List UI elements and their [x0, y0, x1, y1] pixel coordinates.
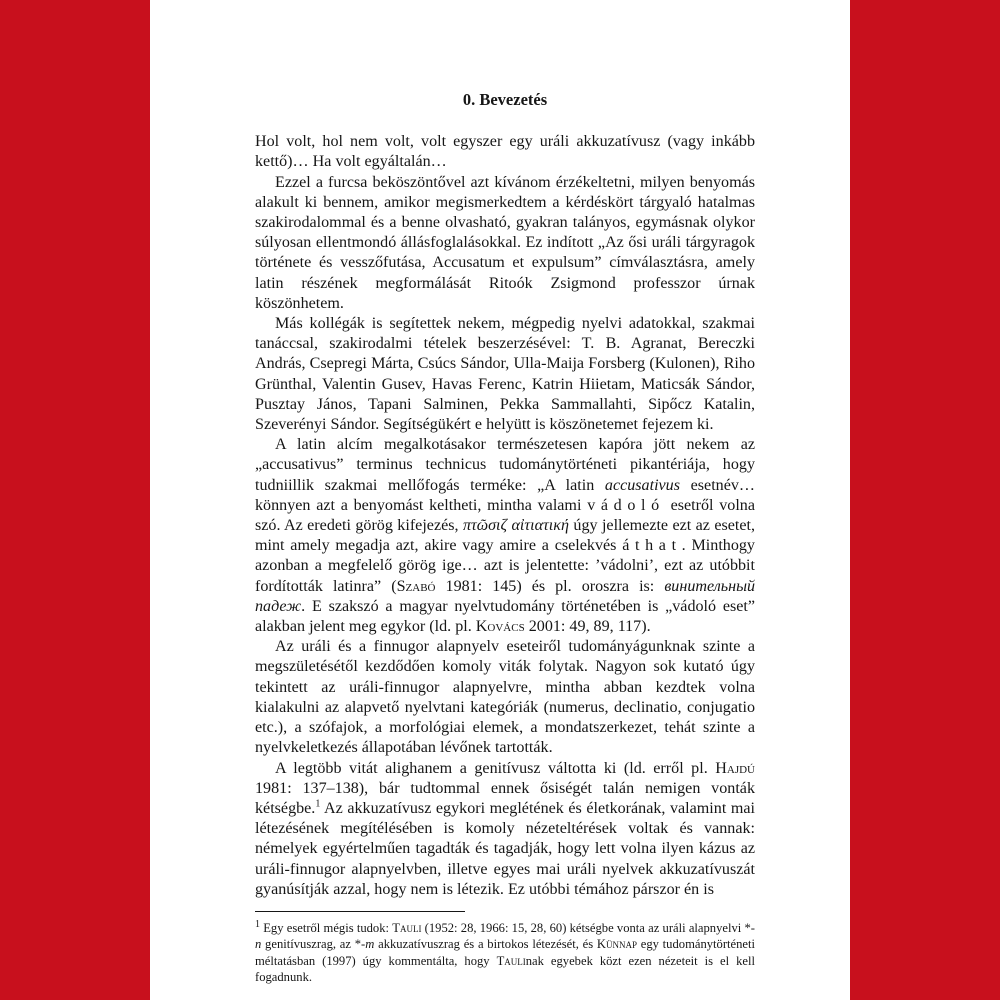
italic-suffix: n — [255, 937, 262, 952]
paragraph-1: Hol volt, hol nem volt, volt egyszer egy uráli akkuzatívusz (vagy inkább kettő)… Ha volt egyáltalán… — [255, 133, 755, 171]
left-red-band — [0, 0, 150, 1000]
text-run: 1981: 145) és pl. oroszra is: — [435, 577, 665, 595]
paragraph-4 — [255, 435, 755, 637]
text-run: Az akkuzatívusz egykori meglétének és életkorának, valamint mai létezésének megítélésében is komoly nézeteltérések voltak és vannak: némelyek egyértelműen tagadták és tagadják, hogy lett volna ilyen kázus az uráli-finnugor alapnyelvben, illetve egyes mai uráli nyelvek akkuzatívuszát gyanúsítják azzal, hogy nem is létezik. Ez utóbbi témához párszor én is — [255, 799, 755, 898]
text-run: A legtöbb vitát alighanem a genitívusz váltotta ki (ld. erről pl. — [275, 759, 716, 777]
text-run: A latin alcím megalkotásakor természetesen kapóra jött nekem az „accusativus” terminus technicus tudománytörténeti pikantériája, hogy tudniillik szakmai mellőfogás terméke: „A latin — [255, 436, 755, 494]
text-run: egy tudománytörténeti méltatásban (1997) úgy kommentálta, hogy — [255, 937, 756, 968]
paragraph-3: Más kollégák is segítettek nekem, mégpedig nyelvi adatokkal, szakmai tanáccsal, szakirodalmi tételek beszerzésével: T. B. Agranat, Bereczki András, Csepregi Márta, Csúcs Sándor, Ulla-Maija Forsberg (Kulonen), Riho Grünthal, Valentin Gusev, Havas Ferenc, Katrin Hiietam, Maticsák Sándor, Pusztay János, Tapani Salminen, Pekka Sammallahti, Sipőcz Katalin, Szeverényi Sándor. Segítségükért e helyütt is köszönetemet fejezem ki. — [255, 315, 755, 434]
text-run: genitívuszrag, az *- — [261, 937, 366, 952]
text-run: úgy jellemezte ezt az esetet, mint amely megadja azt, akire vagy amire a cselekvés — [255, 517, 755, 555]
page — [150, 0, 850, 1000]
text-run: nak egyebek közt ezen nézeteit is el kell fogadnunk. — [255, 953, 755, 985]
footnote-reference: 1 — [315, 798, 321, 810]
author-name: Tauli — [496, 953, 526, 968]
author-name: Künnap — [596, 937, 637, 952]
author-name: Tauli — [392, 920, 422, 935]
italic-suffix: m — [365, 937, 375, 952]
author-name: Szabó — [396, 577, 436, 595]
text-run: esetnév… könnyen azt a benyomást keltheti, mintha valami — [255, 476, 755, 514]
russian-term: винительный падеж — [255, 577, 756, 615]
text-run: esetről volna szó. Az eredeti görög kifejezés, — [255, 496, 755, 535]
page-content — [255, 80, 755, 986]
author-name: Kovács — [475, 618, 525, 636]
paragraph-5: Az uráli és a finnugor alapnyelv eseteiről tudományágunknak szinte a megszületésétől kezdődően komoly viták folytak. Nagyon sok kutató úgy tekintett az uráli-finnugor alapnyelvre, mintha abban kezdtek volna kialakulni az alapvető nyelvtani kategóriák (numerus, declinatio, conjugatio etc.), a szófajok, a morfológiai elemek, a mondatszerkezet, tehát szinte a nyelvkeletkezés állapotában lévőnek tartották. — [255, 638, 755, 757]
text-run: . E szakszó a magyar nyelvtudomány történetében is „vádoló eset” alakban jelent meg egykor (ld. pl. — [255, 597, 755, 636]
author-name: Hajdú — [715, 759, 755, 777]
text-run: (1952: 28, 1966: 15, 28, 60) kétségbe vonta az uráli alapnyelvi *- — [421, 920, 755, 935]
italic-term: accusativus — [604, 476, 680, 494]
spaced-word: vádoló — [587, 496, 665, 514]
greek-term: πτῶσιζ αἰτιατική — [462, 517, 569, 535]
footnote-separator — [255, 911, 465, 912]
footnote — [255, 920, 755, 986]
spaced-word: áthat — [622, 537, 682, 555]
section-heading: 0. Bevezetés — [462, 90, 548, 109]
text-run: akkuzatívuszrag és a birtokos létezését, és — [374, 937, 597, 952]
paragraph-2: Ezzel a furcsa beköszöntővel azt kívánom érzékeltetni, milyen benyomás alakult ki bennem, amikor megismerkedtem a kérdéskört tárgyaló hatalmas szakirodalommal és a benne olvasható, gyakran talányos, egymásnak olykor súlyosan ellentmondó állásfoglalásokkal. Ez indított „Az ősi uráli tárgyragok története és vesszőfutása, Accusatum et expulsum” címválasztásra, amely latin részének megformálását Ritoók Zsigmond professzor úrnak köszönhetem. — [255, 173, 755, 312]
text-run: . Minthogy azonban a megfelelő görög ige… azt is jelentette: ’vádolni’, ezt az utóbbit fordították latinra” ( — [255, 537, 755, 595]
right-red-band — [850, 0, 1000, 1000]
text-run: Egy esetről mégis tudok: — [260, 920, 393, 935]
paragraph-6 — [255, 759, 755, 900]
text-run: 1981: 137–138), bár tudtommal ennek ősiségét talán nemigen vonták kétségbe. — [255, 779, 755, 817]
footnote-number: 1 — [255, 918, 260, 930]
text-run: 2001: 49, 89, 117). — [524, 618, 651, 636]
